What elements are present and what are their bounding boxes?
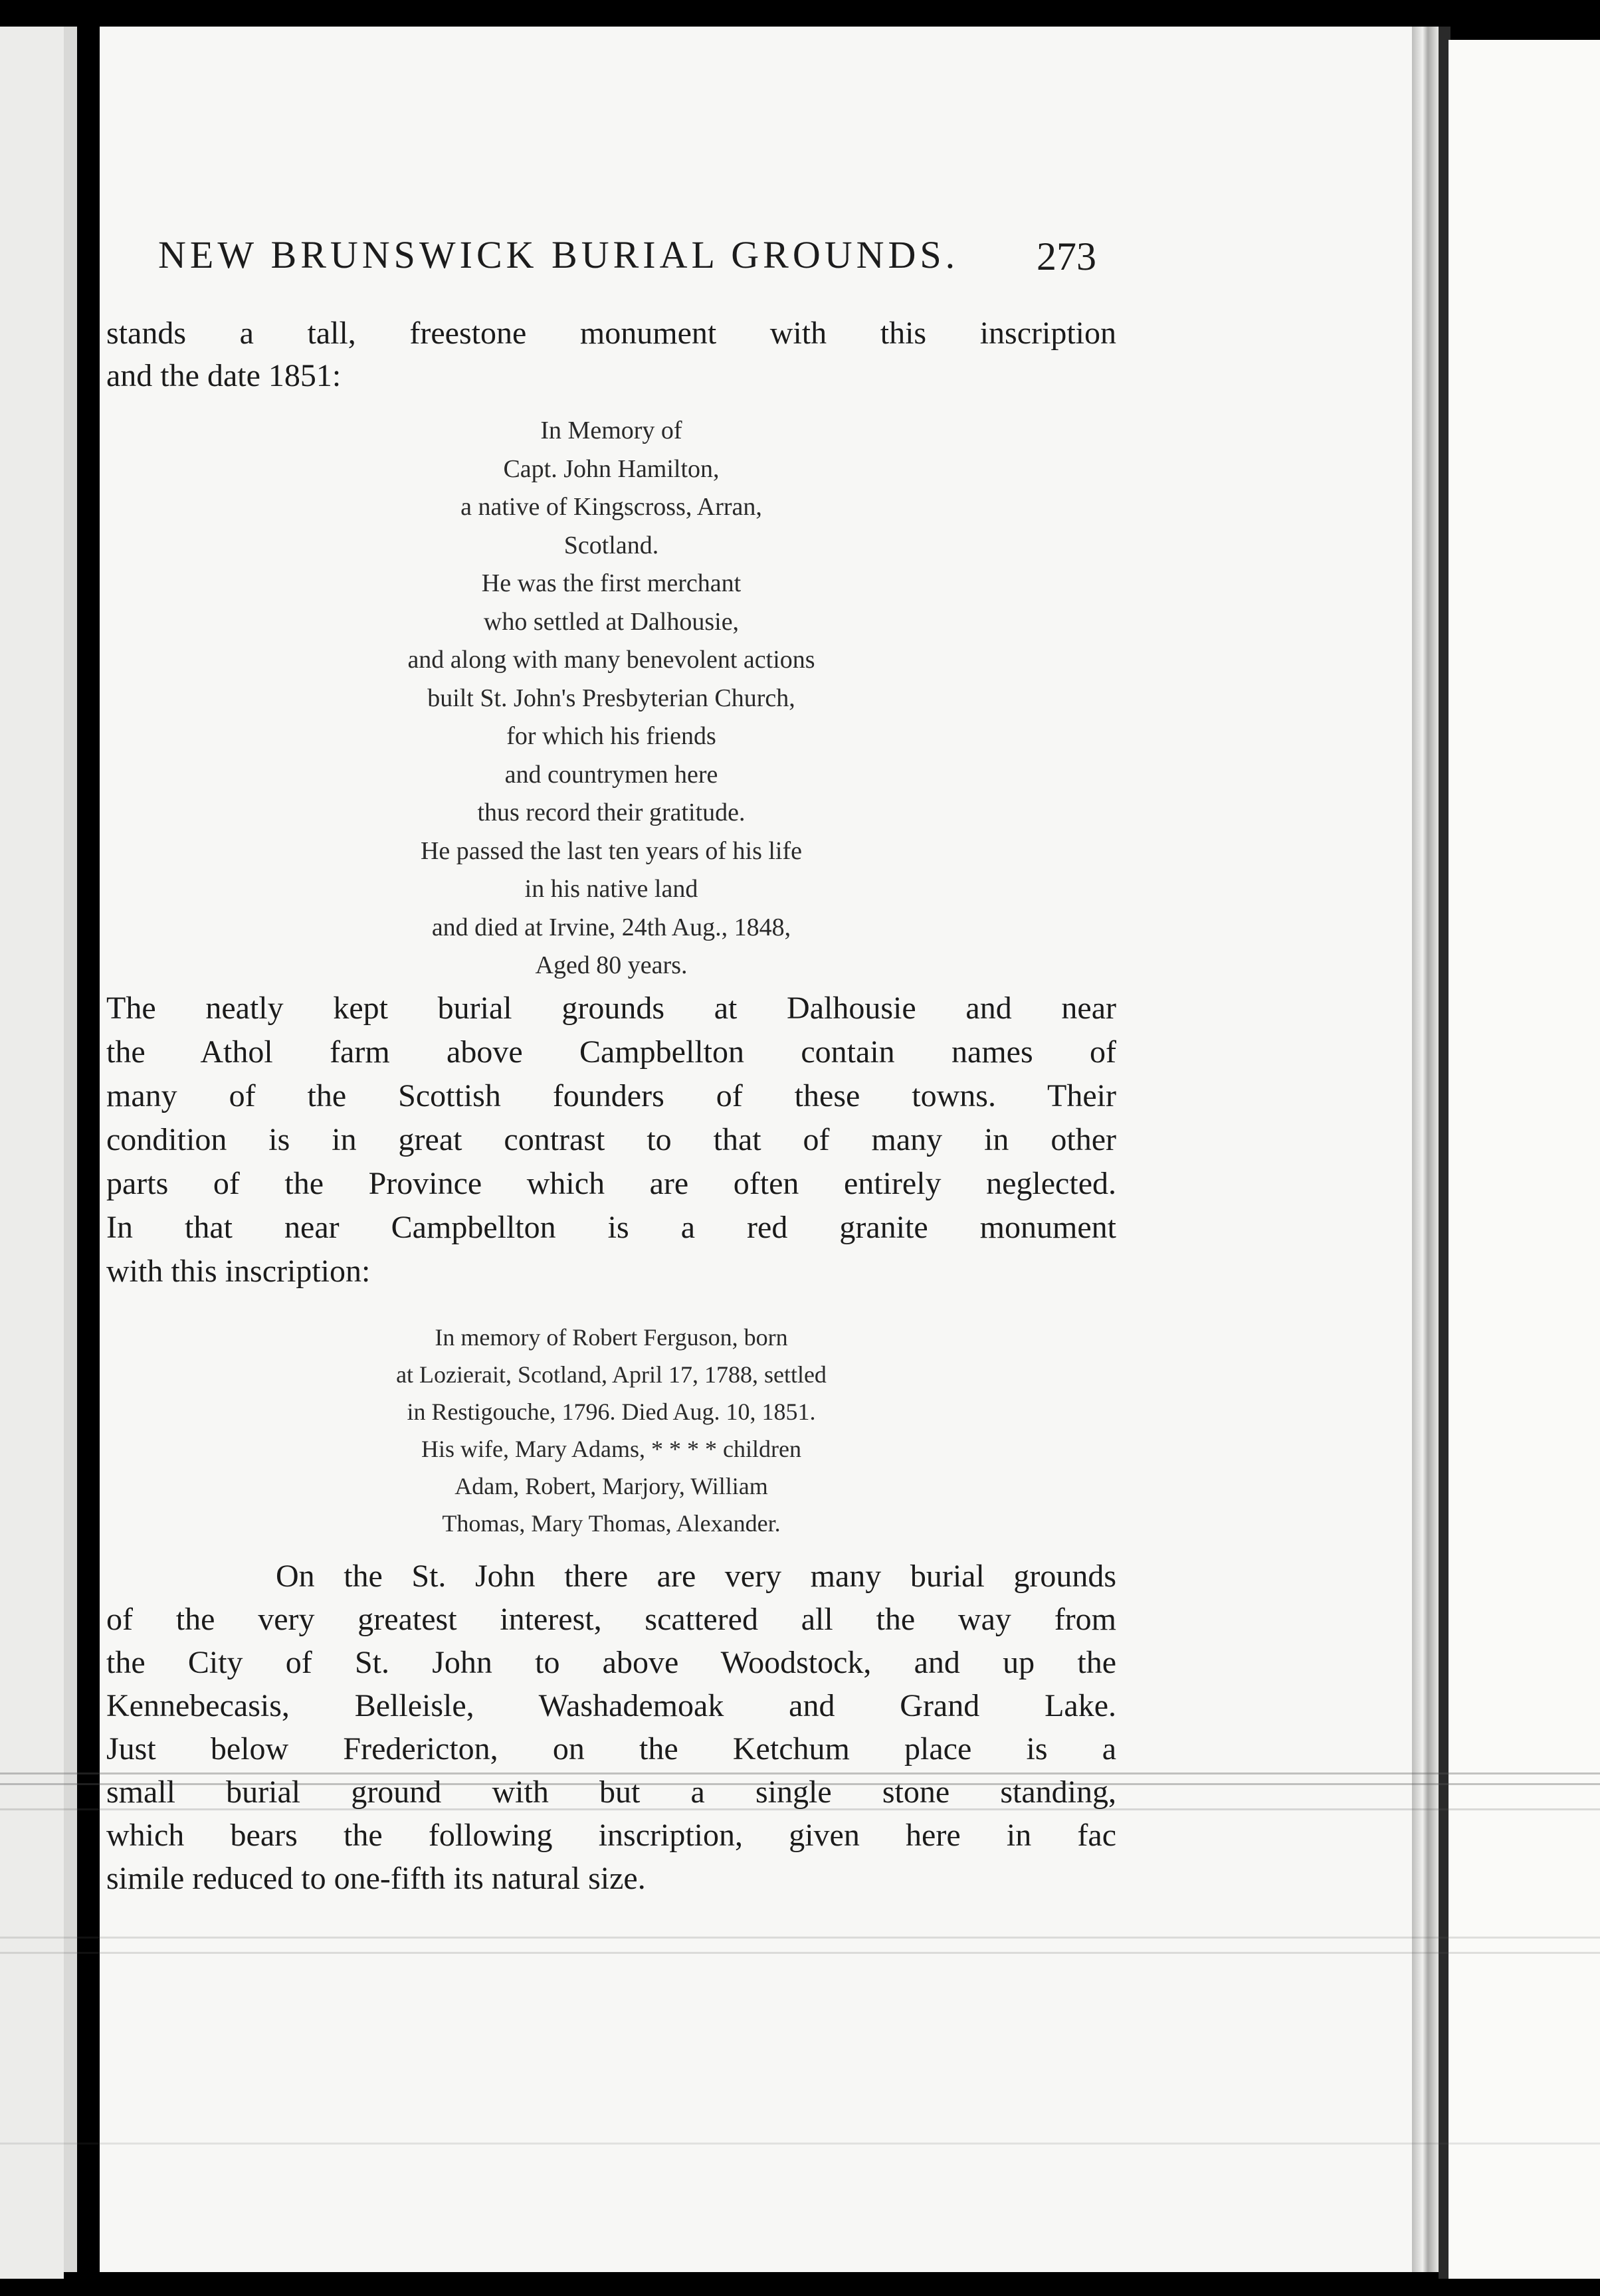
text-line: The neatly kept burial grounds at Dalhousie and near — [106, 991, 1116, 1026]
inscription-line: and along with many benevolent actions — [407, 646, 815, 674]
inscription-line: Adam, Robert, Marjory, William — [454, 1473, 768, 1499]
inscription-line: thus record their gratitude. — [477, 799, 746, 826]
film-scratch — [0, 2143, 1600, 2145]
paragraph-3 — [106, 1555, 1116, 1900]
text-line: parts of the Province which are often entirely neglected. — [106, 1166, 1116, 1201]
text-line: simile reduced to one-fifth its natural size. — [106, 1861, 646, 1896]
paragraph-2 — [106, 987, 1116, 1293]
inscription-line: Scotland. — [563, 531, 659, 559]
text-line: small burial ground with but a single stone standing, — [106, 1774, 1116, 1810]
text-line: On the St. John there are very many burial grounds — [276, 1559, 1116, 1594]
text-line: Just below Fredericton, on the Ketchum place is a — [106, 1731, 1116, 1767]
text-line: and the date 1851: — [106, 358, 342, 393]
inscription-line: Aged 80 years. — [535, 951, 688, 979]
text-line: the City of St. John to above Woodstock, and up the — [106, 1645, 1116, 1680]
inscription-line: in Restigouche, 1796. Died Aug. 10, 1851. — [407, 1398, 816, 1425]
page-number: 273 — [1037, 235, 1096, 278]
film-scratch — [0, 1937, 1600, 1939]
inscription-line: and countrymen here — [504, 760, 718, 789]
text-line: of the very greatest interest, scattered all the way from — [106, 1602, 1116, 1637]
inscription-line: in his native land — [524, 875, 698, 903]
running-header: NEW BRUNSWICK BURIAL GROUNDS. — [158, 233, 959, 276]
text-line: Kennebecasis, Belleisle, Washademoak and Grand Lake. — [106, 1688, 1116, 1723]
inscription-line: His wife, Mary Adams, * * * * children — [421, 1436, 801, 1462]
text-line: which bears the following inscription, given here in fac — [106, 1818, 1116, 1853]
inscription-line: at Lozierait, Scotland, April 17, 1788, settled — [396, 1361, 827, 1388]
inscription-line: He passed the last ten years of his life — [420, 836, 803, 865]
ferguson-inscription — [106, 1319, 1116, 1542]
inscription-line: In memory of Robert Ferguson, born — [435, 1324, 788, 1351]
inscription-line: and died at Irvine, 24th Aug., 1848, — [431, 913, 791, 941]
facing-page-edge — [0, 27, 64, 2279]
inscription-line: He was the first merchant — [481, 569, 742, 597]
inscription-line: In Memory of — [540, 417, 682, 444]
text-line: stands a tall, freestone monument with this inscription — [106, 316, 1116, 351]
inscription-line: a native of Kingscross, Arran, — [460, 493, 762, 521]
text-line: the Athol farm above Campbellton contain names of — [106, 1034, 1116, 1070]
paragraph-1 — [106, 312, 1116, 397]
film-scratch — [0, 1952, 1600, 1954]
page-left-margin — [64, 27, 77, 2272]
text-line: In that near Campbellton is a red granite monument — [106, 1210, 1116, 1245]
text-line: condition is in great contrast to that of many in other — [106, 1122, 1116, 1157]
book-gutter — [1412, 27, 1439, 2272]
text-line: with this inscription: — [106, 1254, 371, 1289]
next-page-edge — [1449, 40, 1600, 2279]
hamilton-inscription — [106, 412, 1116, 985]
inscription-line: Capt. John Hamilton, — [503, 454, 720, 483]
text-line: many of the Scottish founders of these towns. Their — [106, 1078, 1116, 1113]
inscription-line: built St. John's Presbyterian Church, — [427, 684, 795, 712]
inscription-line: for which his friends — [506, 722, 716, 750]
inscription-line: Thomas, Mary Thomas, Alexander. — [442, 1510, 781, 1537]
inscription-line: who settled at Dalhousie, — [483, 607, 740, 636]
